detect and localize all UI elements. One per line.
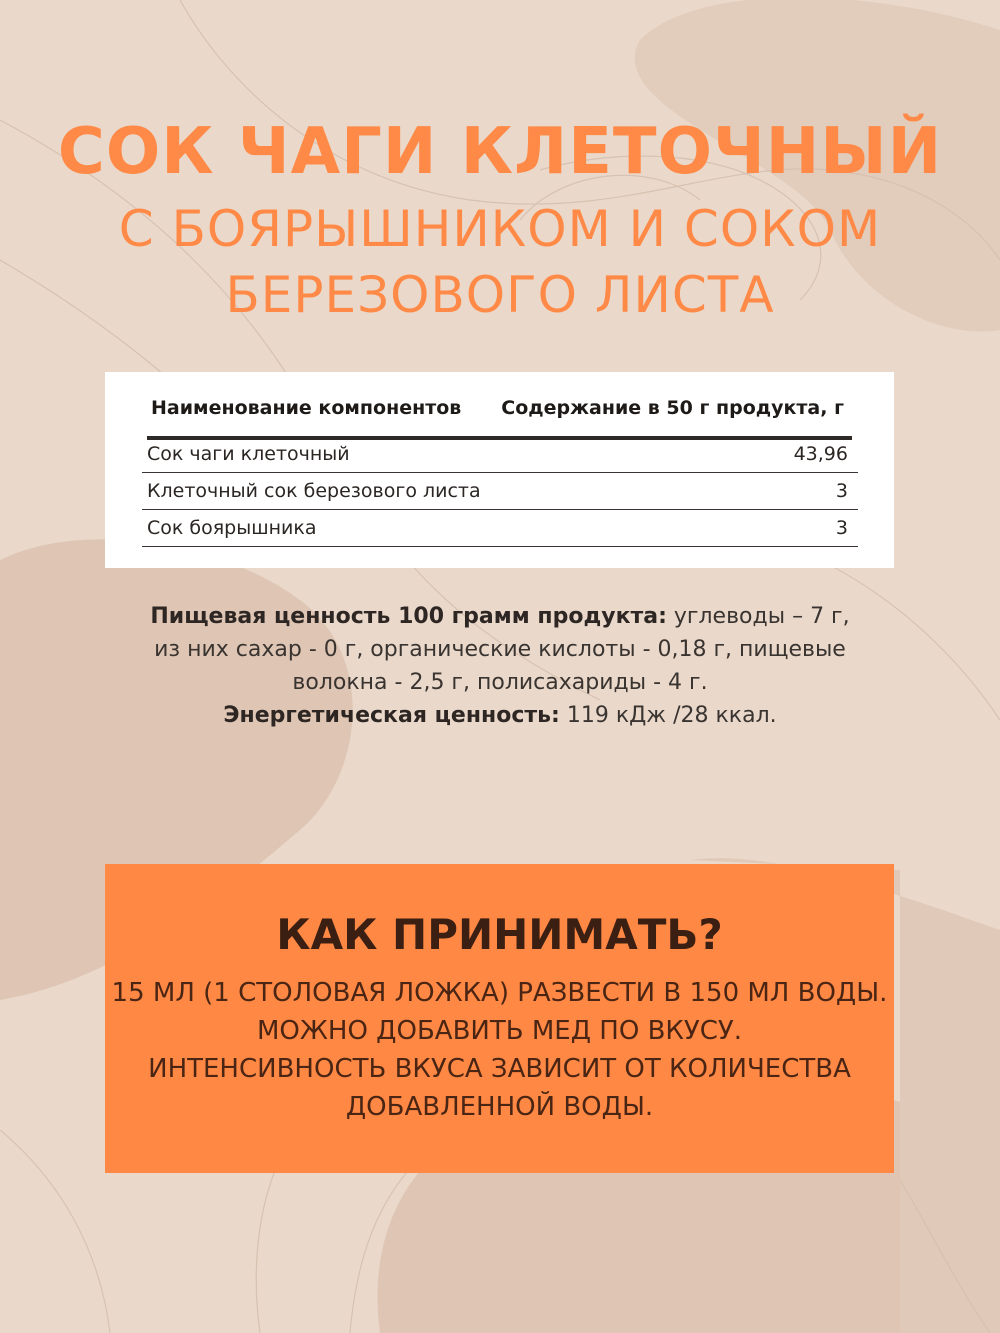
- nutrition-line-3: волокна - 2,5 г, полисахариды - 4 г.: [292, 670, 708, 695]
- subtitle-line-2: БЕРЕЗОВОГО ЛИСТА: [225, 266, 775, 324]
- component-name: Сок боярышника: [147, 517, 317, 539]
- instruction-line: МОЖНО ДОБАВИТЬ МЕД ПО ВКУСУ.: [257, 1016, 742, 1046]
- nutrition-line-2: из них сахар - 0 г, органические кислоты - 0,18 г, пищевые: [154, 637, 846, 662]
- product-subtitle: [0, 196, 1000, 328]
- instruction-line: 15 МЛ (1 СТОЛОВАЯ ЛОЖКА) РАЗВЕСТИ В 150 МЛ ВОДЫ.: [111, 978, 888, 1008]
- component-name: Клеточный сок березового листа: [147, 480, 481, 502]
- component-value: 3: [835, 480, 848, 502]
- table-row: [142, 436, 858, 473]
- nutrition-line-1: [120, 600, 880, 633]
- composition-table: [105, 372, 894, 568]
- nutrition-facts: [120, 600, 880, 732]
- column-header-content: Содержание в 50 г продукта, г: [501, 397, 844, 419]
- component-value: 3: [835, 517, 848, 539]
- instruction-line: ИНТЕНСИВНОСТЬ ВКУСА ЗАВИСИТ ОТ КОЛИЧЕСТВА: [148, 1054, 851, 1084]
- energy-line: [120, 699, 880, 732]
- table-row: [142, 473, 858, 510]
- energy-value: 119 кДж /28 ккал.: [559, 703, 777, 728]
- subtitle-line-1: С БОЯРЫШНИКОМ И СОКОМ: [118, 200, 882, 258]
- instruction-line: ДОБАВЛЕННОЙ ВОДЫ.: [345, 1092, 654, 1122]
- table-row: [142, 510, 858, 547]
- energy-label: Энергетическая ценность:: [223, 703, 560, 728]
- component-name: Сок чаги клеточный: [147, 443, 350, 465]
- component-value: 43,96: [793, 443, 848, 465]
- how-to-take-title: КАК ПРИНИМАТЬ?: [276, 910, 723, 959]
- how-to-take-box: [105, 864, 894, 1173]
- column-header-name: Наименование компонентов: [151, 397, 462, 419]
- product-title: СОК ЧАГИ КЛЕТОЧНЫЙ: [57, 115, 943, 189]
- table-body: [142, 436, 858, 547]
- how-to-take-instructions: [105, 974, 894, 1126]
- table-header: [147, 388, 852, 440]
- nutrition-label: Пищевая ценность 100 грамм продукта:: [150, 604, 667, 629]
- nutrition-carbs: углеводы – 7 г,: [666, 604, 850, 629]
